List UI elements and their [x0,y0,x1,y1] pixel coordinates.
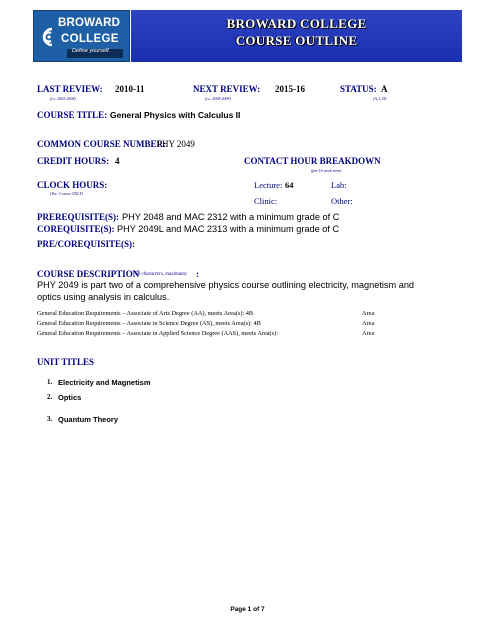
corequisite-value: PHY 2049L and MAC 2313 with a minimum grade of C [117,224,340,234]
next-review-label: NEXT REVIEW: [193,84,261,94]
corequisite-label: COREQUISITE(S): [37,224,115,234]
course-title-value: General Physics with Calculus II [110,110,241,120]
lab-label: Lab: [331,180,347,190]
credit-hours-label: CREDIT HOURS: [37,156,110,166]
gen-ed-aa-area: Area [362,310,375,317]
prerequisite-label: PREREQUISITE(S): [37,212,120,222]
logo-tagline: Define yourself. [72,48,111,54]
gen-ed-aas: General Education Requirements – Associate in Applied Science Degree (AAS), meets Area(s): [37,330,278,337]
last-review-label: LAST REVIEW: [37,84,103,94]
clock-hours-hint: (Voc. Course ONLY) [50,191,83,196]
course-description-label: COURSE DESCRIPTION [37,269,140,279]
last-review-hint: (i.e. 2003-2004) [50,96,76,101]
credit-hours-value: 4 [115,156,120,166]
clinic-label: Clinic: [254,196,278,206]
status-value: A [381,84,388,94]
broward-college-logo [33,10,130,62]
lecture-value: 64 [285,180,294,190]
page-number: Page 1 of 7 [230,606,265,613]
gen-ed-as-area: Area [362,320,375,327]
unit-titles-label: UNIT TITLES [37,357,94,367]
next-review-hint: (i.e. 2008-2009) [205,96,231,101]
contact-hour-breakdown-label: CONTACT HOUR BREAKDOWN [244,156,381,166]
unit-title: Optics [58,393,82,402]
title-banner [131,10,462,62]
logo-line1: BROWARD [58,17,121,29]
pre-corequisite-label: PRE/COREQUISITE(S): [37,239,136,249]
unit-title: Quantum Theory [58,415,119,424]
status-hint: (A, I, D) [373,96,387,101]
common-course-number-value: PHY 2049 [157,139,195,149]
unit-number: 3. [47,415,53,423]
gen-ed-aa: General Education Requirements – Associate of Arts Degree (AA), meets Area(s): 4B [37,310,254,317]
unit-number: 2. [47,393,53,401]
page-title-line1: BROWARD COLLEGE [226,16,367,31]
unit-title: Electricity and Magnetism [58,378,151,387]
contact-hour-hint: (per 16 week term) [311,168,342,173]
common-course-number-label: COMMON COURSE NUMBER: [37,139,166,149]
page-title-line2: COURSE OUTLINE [235,33,358,48]
lecture-label: Lecture: [254,180,283,190]
gen-ed-aas-area: Area [362,330,375,337]
prerequisite-value: PHY 2048 and MAC 2312 with a minimum grade of C [122,212,340,222]
clock-hours-label: CLOCK HOURS: [37,180,108,190]
gen-ed-as: General Education Requirements – Associate in Science Degree (AS), meets Area(s): 4B [37,320,261,327]
course-description-colon: : [196,269,199,279]
unit-number: 1. [47,378,53,386]
status-label: STATUS: [340,84,377,94]
logo-mark-icon [38,26,58,48]
logo-line2: COLLEGE [61,33,119,45]
course-description-line1: PHY 2049 is part two of a comprehensive physics course outlining electricity, magnetism and [37,280,415,290]
next-review-value: 2015-16 [275,84,305,94]
last-review-value: 2010-11 [115,84,145,94]
course-title-label: COURSE TITLE: [37,110,108,120]
other-label: Other: [331,196,353,206]
course-description-hint: (750 characters, maximum) [131,272,187,277]
header [33,10,462,62]
course-description-line2: optics using analysis in calculus. [37,292,170,302]
